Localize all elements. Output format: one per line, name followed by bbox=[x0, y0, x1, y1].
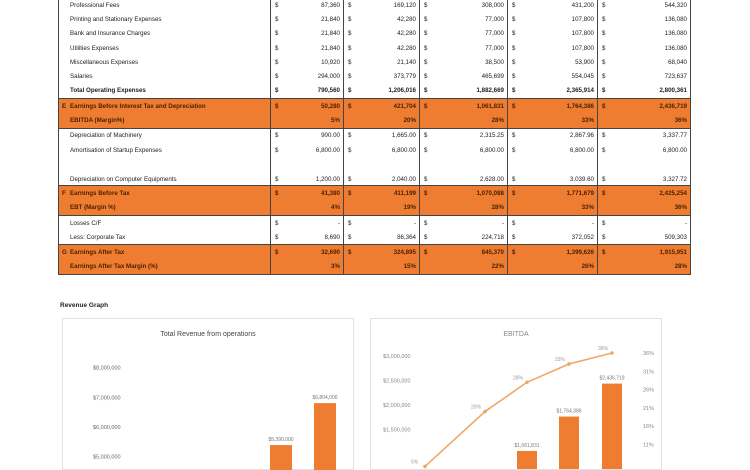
value-cell: 19% bbox=[358, 201, 420, 216]
value-cell: 1,665.00 bbox=[358, 128, 420, 143]
currency-symbol: $ bbox=[508, 215, 522, 230]
value-cell: 10,920 bbox=[285, 55, 344, 69]
row-label-text: Earnings After Tax bbox=[70, 249, 125, 257]
currency-symbol: $ bbox=[271, 128, 285, 143]
row-ebt-margin bbox=[59, 201, 691, 216]
value-cell: 3,337.77 bbox=[612, 128, 691, 143]
y-tick-label: $6,000,000 bbox=[93, 424, 121, 431]
currency-symbol: $ bbox=[275, 146, 279, 154]
currency-symbol: $ bbox=[275, 15, 279, 23]
value-cell: 790,560 bbox=[285, 84, 344, 99]
currency-symbol bbox=[598, 113, 612, 128]
currency-symbol: $ bbox=[598, 84, 612, 99]
value-cell: 2,315.25 bbox=[434, 128, 508, 143]
row-label-text: EBT (Margin %) bbox=[70, 204, 116, 212]
row-label-text: Utilities Expenses bbox=[70, 44, 119, 52]
currency-symbol: $ bbox=[512, 58, 516, 66]
row-label bbox=[59, 230, 271, 245]
row-dep-computer bbox=[59, 157, 691, 186]
value-cell: 107,800 bbox=[522, 27, 598, 41]
row-total-opex bbox=[59, 84, 691, 99]
value-cell: - bbox=[285, 215, 344, 230]
value-cell: - bbox=[434, 215, 508, 230]
row-professional-fees bbox=[59, 0, 691, 12]
income-statement-table bbox=[58, 0, 691, 275]
row-label-text: EBITDA (Margin%) bbox=[70, 117, 125, 125]
currency-symbol bbox=[271, 113, 285, 128]
currency-symbol: $ bbox=[512, 176, 516, 184]
value-cell: 42,280 bbox=[358, 41, 420, 55]
value-cell: 42,280 bbox=[358, 12, 420, 26]
currency-symbol: $ bbox=[508, 245, 522, 260]
value-cell: 324,895 bbox=[358, 245, 420, 260]
value-cell: 1,915,951 bbox=[612, 245, 691, 260]
row-label bbox=[59, 0, 271, 12]
row-label bbox=[59, 113, 271, 128]
value-cell: 373,779 bbox=[358, 69, 420, 83]
value-cell: 1,200.00 bbox=[285, 157, 344, 186]
row-label bbox=[59, 186, 271, 201]
value-cell: 2,365,914 bbox=[522, 84, 598, 99]
value-cell: 36% bbox=[612, 201, 691, 216]
currency-symbol: $ bbox=[508, 186, 522, 201]
value-cell: 8,690 bbox=[285, 230, 344, 245]
currency-symbol: $ bbox=[344, 186, 358, 201]
currency-symbol: $ bbox=[275, 176, 279, 184]
currency-symbol: $ bbox=[275, 1, 279, 9]
currency-symbol: $ bbox=[602, 44, 606, 52]
currency-symbol: $ bbox=[348, 146, 352, 154]
value-cell: 2,040.00 bbox=[358, 157, 420, 186]
row-letter: E bbox=[62, 102, 67, 110]
value-cell: 1,771,679 bbox=[522, 186, 598, 201]
margin-point bbox=[610, 351, 614, 355]
currency-symbol: $ bbox=[275, 44, 279, 52]
currency-symbol bbox=[271, 201, 285, 216]
row-label bbox=[59, 215, 271, 230]
value-cell: - bbox=[358, 215, 420, 230]
margin-point bbox=[483, 410, 487, 414]
currency-symbol: $ bbox=[348, 1, 352, 9]
value-cell: 6,800.00 bbox=[285, 143, 344, 157]
currency-symbol: $ bbox=[512, 146, 516, 154]
value-cell: 1,764,386 bbox=[522, 99, 598, 114]
value-cell: 411,199 bbox=[358, 186, 420, 201]
row-letter: F bbox=[62, 189, 66, 197]
margin-label: 28% bbox=[513, 375, 524, 382]
row-label-text: Earnings Before Interest Tax and Depreciation bbox=[70, 102, 206, 110]
row-label-text: Earnings After Tax Margin (%) bbox=[70, 263, 158, 271]
currency-symbol bbox=[420, 113, 434, 128]
currency-symbol: $ bbox=[420, 215, 434, 230]
currency-symbol: $ bbox=[598, 128, 612, 143]
revenue-graph-heading: Revenue Graph bbox=[60, 302, 109, 309]
chart-title: Total Revenue from operations bbox=[160, 331, 256, 338]
ebitda-combo-chart bbox=[371, 319, 661, 469]
row-label bbox=[59, 27, 271, 41]
value-cell: 6,800.00 bbox=[434, 143, 508, 157]
y-tick-label-left: $2,500,000 bbox=[383, 378, 411, 385]
value-cell: - bbox=[612, 215, 691, 230]
margin-label: 33% bbox=[555, 356, 566, 363]
currency-symbol: $ bbox=[598, 245, 612, 260]
currency-symbol: $ bbox=[424, 233, 428, 241]
value-cell: 42,280 bbox=[358, 27, 420, 41]
value-cell: 544,320 bbox=[612, 0, 691, 12]
chart-title: EBITDA bbox=[503, 331, 529, 338]
value-cell: 294,000 bbox=[285, 69, 344, 83]
revenue-bar-chart bbox=[63, 319, 353, 469]
value-cell: 68,040 bbox=[612, 55, 691, 69]
value-cell: 28% bbox=[434, 201, 508, 216]
value-cell: 53,900 bbox=[522, 55, 598, 69]
currency-symbol: $ bbox=[602, 58, 606, 66]
value-cell: 87,360 bbox=[285, 0, 344, 12]
y-tick-label: $7,000,000 bbox=[93, 395, 121, 402]
currency-symbol: $ bbox=[271, 84, 285, 99]
row-label-text: Professional Fees bbox=[70, 1, 120, 9]
y-tick-label: $8,000,000 bbox=[93, 365, 121, 372]
currency-symbol bbox=[420, 201, 434, 216]
row-amort bbox=[59, 143, 691, 157]
currency-symbol: $ bbox=[271, 245, 285, 260]
value-cell: 33% bbox=[522, 201, 598, 216]
data-label: $6,804,000 bbox=[312, 395, 338, 402]
row-misc bbox=[59, 55, 691, 69]
currency-symbol: $ bbox=[602, 176, 606, 184]
y-tick-label-right: 31% bbox=[643, 369, 655, 376]
currency-symbol: $ bbox=[424, 15, 428, 23]
currency-symbol: $ bbox=[598, 215, 612, 230]
data-label: $1,764,386 bbox=[556, 408, 582, 415]
ebitda-bar bbox=[602, 384, 622, 469]
value-cell: 723,637 bbox=[612, 69, 691, 83]
row-label-text: Salaries bbox=[70, 73, 93, 81]
value-cell: 1,399,626 bbox=[522, 245, 598, 260]
row-label-text: Earnings Before Tax bbox=[70, 189, 130, 197]
currency-symbol: $ bbox=[348, 15, 352, 23]
currency-symbol: $ bbox=[512, 44, 516, 52]
currency-symbol bbox=[344, 113, 358, 128]
value-cell: 6,800.00 bbox=[522, 143, 598, 157]
currency-symbol bbox=[508, 201, 522, 216]
row-label bbox=[59, 99, 271, 114]
value-cell: 554,045 bbox=[522, 69, 598, 83]
value-cell: 36% bbox=[612, 113, 691, 128]
ebitda-chart-panel bbox=[370, 318, 662, 470]
currency-symbol: $ bbox=[420, 186, 434, 201]
margin-point bbox=[525, 380, 529, 384]
currency-symbol bbox=[508, 113, 522, 128]
currency-symbol: $ bbox=[344, 245, 358, 260]
ebitda-bar bbox=[517, 451, 537, 469]
currency-symbol: $ bbox=[344, 128, 358, 143]
row-label-text: Total Operating Expenses bbox=[70, 87, 146, 95]
row-dep-machinery bbox=[59, 128, 691, 143]
value-cell: 421,704 bbox=[358, 99, 420, 114]
value-cell: 38,500 bbox=[434, 55, 508, 69]
y-tick-label: $5,000,000 bbox=[93, 454, 121, 461]
value-cell: 169,120 bbox=[358, 0, 420, 12]
y-tick-label-right: 11% bbox=[643, 442, 654, 449]
value-cell: 107,800 bbox=[522, 12, 598, 26]
row-label bbox=[59, 143, 271, 157]
row-salaries bbox=[59, 69, 691, 83]
row-label-text: Bank and Insurance Charges bbox=[70, 30, 151, 38]
currency-symbol bbox=[344, 260, 358, 275]
currency-symbol: $ bbox=[271, 215, 285, 230]
currency-symbol: $ bbox=[508, 99, 522, 114]
row-letter: G bbox=[62, 249, 67, 257]
value-cell: 2,800,361 bbox=[612, 84, 691, 99]
value-cell: 1,882,669 bbox=[434, 84, 508, 99]
y-tick-label-left: $1,500,000 bbox=[383, 427, 411, 434]
value-cell: 5% bbox=[285, 113, 344, 128]
row-bank-charges bbox=[59, 27, 691, 41]
value-cell: 21,140 bbox=[358, 55, 420, 69]
row-label-text: Miscellaneous Expenses bbox=[70, 58, 139, 66]
margin-point bbox=[567, 362, 571, 366]
row-label bbox=[59, 12, 271, 26]
row-eat-margin bbox=[59, 260, 691, 275]
value-cell: 15% bbox=[358, 260, 420, 275]
row-label bbox=[59, 128, 271, 143]
currency-symbol: $ bbox=[348, 44, 352, 52]
row-ebt bbox=[59, 186, 691, 201]
row-label bbox=[59, 201, 271, 216]
row-label bbox=[59, 69, 271, 83]
value-cell: 136,080 bbox=[612, 27, 691, 41]
currency-symbol: $ bbox=[424, 44, 428, 52]
row-ebitda-margin bbox=[59, 113, 691, 128]
value-cell: - bbox=[522, 215, 598, 230]
value-cell: 107,800 bbox=[522, 41, 598, 55]
value-cell: 21,840 bbox=[285, 41, 344, 55]
currency-symbol: $ bbox=[271, 99, 285, 114]
currency-symbol bbox=[598, 201, 612, 216]
currency-symbol: $ bbox=[348, 58, 352, 66]
row-label bbox=[59, 245, 271, 260]
value-cell: 431,200 bbox=[522, 0, 598, 12]
value-cell: 3% bbox=[285, 260, 344, 275]
currency-symbol: $ bbox=[275, 233, 279, 241]
row-label bbox=[59, 84, 271, 99]
margin-label: 5% bbox=[411, 459, 419, 466]
value-cell: 6,800.00 bbox=[612, 143, 691, 157]
currency-symbol: $ bbox=[512, 30, 516, 38]
currency-symbol: $ bbox=[348, 30, 352, 38]
value-cell: 20% bbox=[358, 113, 420, 128]
value-cell: 845,370 bbox=[434, 245, 508, 260]
value-cell: 2,867.96 bbox=[522, 128, 598, 143]
value-cell: 26% bbox=[522, 260, 598, 275]
margin-point bbox=[423, 465, 427, 469]
currency-symbol bbox=[344, 201, 358, 216]
currency-symbol: $ bbox=[508, 128, 522, 143]
value-cell: 6,800.00 bbox=[358, 143, 420, 157]
currency-symbol: $ bbox=[344, 215, 358, 230]
ebitda-margin-line bbox=[425, 353, 612, 466]
row-ebitda bbox=[59, 99, 691, 114]
value-cell: 900.00 bbox=[285, 128, 344, 143]
currency-symbol: $ bbox=[512, 73, 516, 81]
value-cell: 28% bbox=[434, 113, 508, 128]
y-tick-label-left: $2,000,000 bbox=[383, 403, 411, 409]
margin-label: 36% bbox=[598, 346, 609, 352]
y-tick-label-right: 21% bbox=[643, 405, 655, 412]
currency-symbol bbox=[598, 260, 612, 275]
value-cell: 21,840 bbox=[285, 12, 344, 26]
currency-symbol: $ bbox=[424, 146, 428, 154]
currency-symbol: $ bbox=[512, 15, 516, 23]
value-cell: 50,280 bbox=[285, 99, 344, 114]
currency-symbol: $ bbox=[424, 58, 428, 66]
y-tick-label-right: 16% bbox=[643, 424, 655, 431]
currency-symbol bbox=[508, 260, 522, 275]
value-cell: 1,206,016 bbox=[358, 84, 420, 99]
currency-symbol: $ bbox=[348, 73, 352, 81]
value-cell: 77,000 bbox=[434, 41, 508, 55]
value-cell: 3,327.72 bbox=[612, 157, 691, 186]
value-cell: 86,364 bbox=[358, 230, 420, 245]
value-cell: 308,000 bbox=[434, 0, 508, 12]
value-cell: 2,628.00 bbox=[434, 157, 508, 186]
row-eat bbox=[59, 245, 691, 260]
value-cell: 1,070,088 bbox=[434, 186, 508, 201]
currency-symbol: $ bbox=[420, 99, 434, 114]
currency-symbol: $ bbox=[602, 1, 606, 9]
currency-symbol: $ bbox=[420, 84, 434, 99]
value-cell: 32,690 bbox=[285, 245, 344, 260]
value-cell: 77,000 bbox=[434, 12, 508, 26]
row-label bbox=[59, 260, 271, 275]
y-tick-label-right: 26% bbox=[643, 387, 655, 394]
row-label-text: Less: Corporate Tax bbox=[70, 233, 126, 241]
value-cell: 3,039.60 bbox=[522, 157, 598, 186]
ebitda-bar bbox=[559, 417, 579, 469]
value-cell: 224,718 bbox=[434, 230, 508, 245]
currency-symbol: $ bbox=[275, 58, 279, 66]
currency-symbol: $ bbox=[602, 146, 606, 154]
currency-symbol: $ bbox=[512, 1, 516, 9]
value-cell: 372,052 bbox=[522, 230, 598, 245]
value-cell: 2,436,719 bbox=[612, 99, 691, 114]
value-cell: 509,303 bbox=[612, 230, 691, 245]
currency-symbol bbox=[271, 260, 285, 275]
row-label-text: Depreciation of Machinery bbox=[70, 132, 142, 140]
currency-symbol: $ bbox=[598, 99, 612, 114]
y-tick-label-right: 36% bbox=[643, 351, 655, 357]
currency-symbol: $ bbox=[420, 245, 434, 260]
currency-symbol: $ bbox=[348, 233, 352, 241]
value-cell: 136,080 bbox=[612, 12, 691, 26]
value-cell: 4% bbox=[285, 201, 344, 216]
row-utilities bbox=[59, 41, 691, 55]
data-label: $5,390,000 bbox=[268, 437, 294, 444]
currency-symbol: $ bbox=[424, 176, 428, 184]
currency-symbol: $ bbox=[602, 30, 606, 38]
revenue-chart-panel bbox=[62, 318, 354, 470]
data-label: $2,436,719 bbox=[599, 375, 625, 382]
currency-symbol: $ bbox=[424, 30, 428, 38]
currency-symbol: $ bbox=[602, 233, 606, 241]
row-label-text: Depreciation on Computer Equipments bbox=[70, 176, 177, 184]
value-cell: 77,000 bbox=[434, 27, 508, 41]
currency-symbol: $ bbox=[512, 233, 516, 241]
row-label-text: Amortisation of Startup Expenses bbox=[70, 146, 162, 154]
row-label-text: Losses C/F bbox=[70, 219, 102, 227]
value-cell: 22% bbox=[434, 260, 508, 275]
currency-symbol: $ bbox=[420, 128, 434, 143]
value-cell: 41,380 bbox=[285, 186, 344, 201]
value-cell: 465,699 bbox=[434, 69, 508, 83]
row-label bbox=[59, 41, 271, 55]
currency-symbol: $ bbox=[271, 186, 285, 201]
currency-symbol: $ bbox=[275, 30, 279, 38]
row-corp-tax bbox=[59, 230, 691, 245]
currency-symbol: $ bbox=[508, 84, 522, 99]
currency-symbol: $ bbox=[344, 84, 358, 99]
value-cell: 33% bbox=[522, 113, 598, 128]
revenue-bar bbox=[270, 445, 292, 470]
currency-symbol: $ bbox=[602, 73, 606, 81]
row-losses bbox=[59, 215, 691, 230]
row-label bbox=[59, 157, 271, 186]
revenue-bar bbox=[314, 403, 336, 470]
value-cell: 1,061,831 bbox=[434, 99, 508, 114]
currency-symbol: $ bbox=[602, 15, 606, 23]
currency-symbol: $ bbox=[424, 1, 428, 9]
margin-label: 20% bbox=[471, 404, 482, 411]
row-label-text: Printing and Stationary Expenses bbox=[70, 15, 162, 23]
currency-symbol: $ bbox=[424, 73, 428, 81]
value-cell: 2,425,254 bbox=[612, 186, 691, 201]
currency-symbol: $ bbox=[598, 186, 612, 201]
currency-symbol: $ bbox=[348, 176, 352, 184]
value-cell: 136,080 bbox=[612, 41, 691, 55]
data-label: $1,061,831 bbox=[514, 442, 540, 449]
row-label bbox=[59, 55, 271, 69]
value-cell: 21,840 bbox=[285, 27, 344, 41]
currency-symbol: $ bbox=[275, 73, 279, 81]
currency-symbol: $ bbox=[344, 99, 358, 114]
row-printing bbox=[59, 12, 691, 26]
y-tick-label-left: $3,000,000 bbox=[383, 354, 411, 360]
value-cell: 28% bbox=[612, 260, 691, 275]
currency-symbol bbox=[420, 260, 434, 275]
